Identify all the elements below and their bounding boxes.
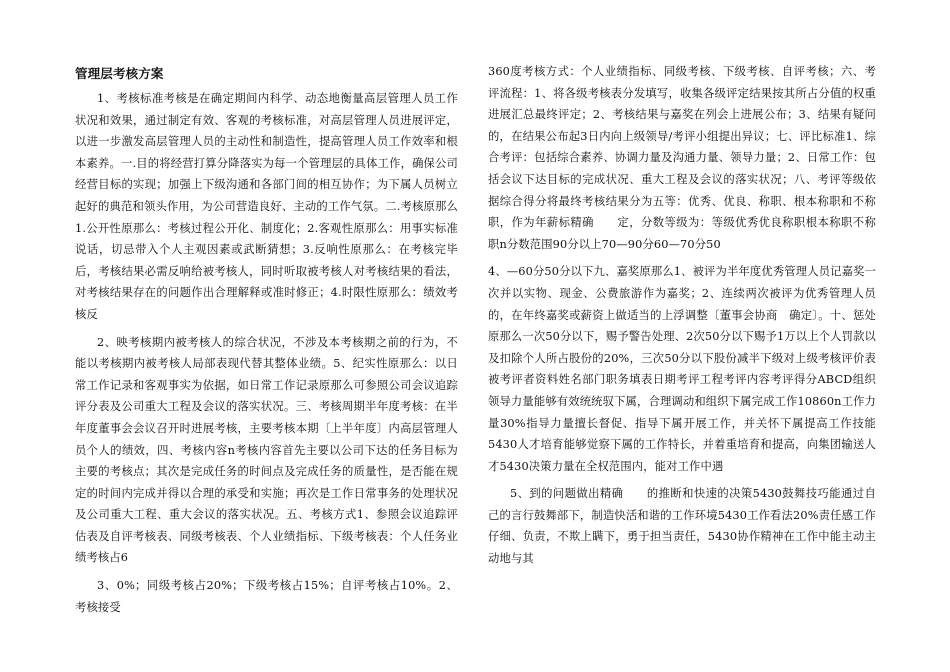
paragraph: 1、考核标准考核是在确定期间内科学、动态地衡量高层管理人员工作状况和效果，通过制定有效、客观的考核标准，对高层管理人员进展评定，以进一步激发高层管理人员的主动性和制造性，提高管理人员工作效率和根本素养。一.目的将经营打算分降落实为每一个管理层的具体工作，确保公司经营目标的实现；加强上下级沟通和各部门间的相互协作；为下属人员树立起好的典范和领头作用，为公司营造良好、主动的工作气氛。二.考核原那么1.公开性原那么：考核过程公开化、制度化；2.客观性原那么：用事实标准说话，切忌带入个人主观因素或武断猜想；3.反响性原那么：在考核完毕后，考核结果必需反响给被考核人，同时听取被考核人对考核结果的看法，对考核结果存在的问题作出合理解释或准时修正；4.时限性原那么：绩效考核反 [75, 92, 458, 321]
paragraph: 5、到的问题做出精确 的推断和快速的决策5430鼓舞技巧能通过自己的言行鼓舞部下，制造快活和谐的工作环境5430工作看法20%责任感工作仔细、负责，不欺上瞒下，勇于担当责任，5430协作精神在工作中能主动主动地与其 [488, 487, 876, 566]
paragraph: 3、0%；同级考核占20%；下级考核占15%；自评考核占10%。2、考核接受 [75, 579, 458, 614]
paragraph: 4、—60分50分以下九、嘉奖原那么1、被评为半年度优秀管理人员记嘉奖一次并以实物、现金、公费旅游作为嘉奖；2、连续两次被评为优秀管理人员的，在年终嘉奖或薪资上做适当的上浮调整〔董事会协商 确定〕。十、惩处原那么一次50分以下，赐予警告处理、2次50分以下赐予1万以上个人罚款以及扣除个人所占股份的20%，三次50分以下股份减半下级对上级考核评价表被考评者资料姓名部门职务填表日期考评工程考评内容考评得分ABCD组织领导力量能够有效统统驭下属，合理调动和组织下属完成工作10860n工作力量30%指导力量擅长督促、指导下属开展工作，并关怀下属提高工作技能5430人才培育能够觉察下属的工作特长，并着重培育和提高，向集团输送人才5430决策力量在全权范围内，能对工作中遇 [488, 265, 876, 473]
paragraph: 360度考核方式：个人业绩指标、同级考核、下级考核、自评考核；六、考评流程：1、将各级考核表分发填写，收集各级评定结果按其所占分值的权重进展汇总最终评定；2、考核结果与嘉奖在列会上进展公布；3、结果有疑问的，在结果公布起3日内向上级领导/考评小组提出异议；七、评比标准1、综合考评：包括综合素养、协调力量及沟通力量、领导力量；2、日常工作：包括会议下达目标的完成状况、重大工程及会议的落实状况；八、考评等级依据综合得分将最终考核结果分为五等：优秀、优良、称职、根本称职和不称职，作为年薪标精确 定，分数等级为：等级优秀优良称职根本称职不称职n分数范围90分以上70—90分60—70分50 [488, 65, 876, 251]
document-title: 管理层考核方案 [75, 66, 164, 81]
paragraph: 2、映考核期内被考核人的综合状况，不涉及本考核期之前的行为，不能以考核期内被考核人局部表现代替其整体业绩。5、纪实性原那么：以日常工作记录和客观事实为依据，如日常工作记录原那么可参照公司会议追踪评分表及公司重大工程及会议的落实状况。三、考核周期半年度考核：在半年度董事会会议召开时进展考核，主要考核本期〔上半年度〕内高层管理人员个人的绩效，四、考核内容n考核内容首先主要以公司下达的任务目标为主要的考核点；其次是完成任务的时间点及完成任务的质量性，是否能在规定的时间内完成并得以合理的承受和实施；再次是工作日常事务的处理状况及公司重大工程、重大会议的落实状况。五、考核方式1、参照会议追踪评估表及自评考核表、同级考核表、个人业绩指标、下级考核表：个人任务业绩考核占6 [75, 335, 458, 565]
right-column [488, 61, 876, 570]
left-column [75, 64, 458, 618]
